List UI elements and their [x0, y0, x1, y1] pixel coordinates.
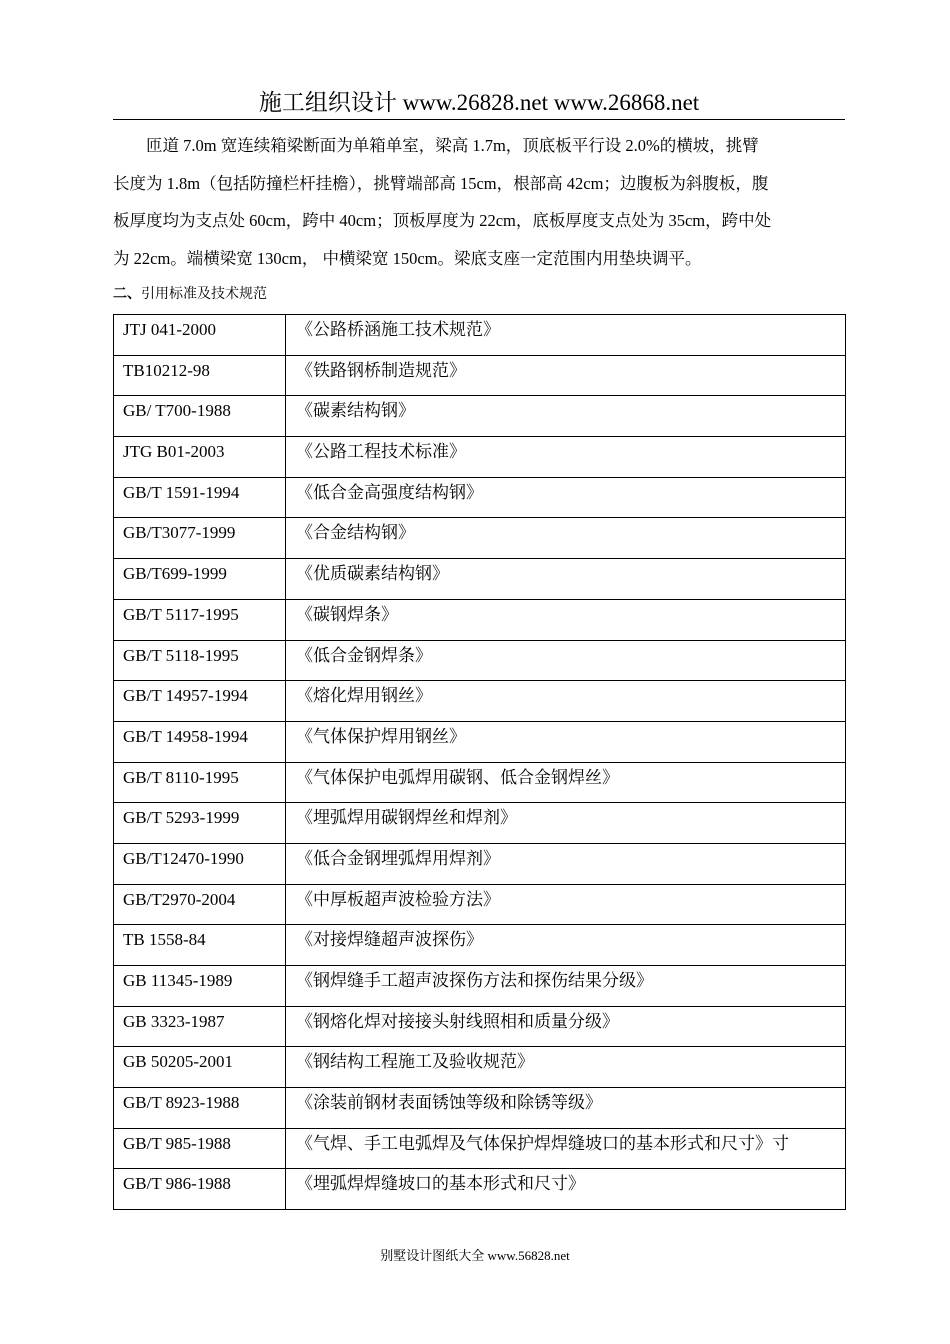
standard-code: GB/T 5118-1995: [114, 640, 286, 681]
table-row: [114, 1006, 846, 1047]
standard-title: 《对接焊缝超声波探伤》: [286, 925, 846, 966]
standard-title: 《优质碳素结构钢》: [286, 559, 846, 600]
table-row: [114, 1128, 846, 1169]
page-footer: 别墅设计图纸大全 www.56828.net: [380, 1248, 570, 1263]
standard-title: 《碳素结构钢》: [286, 396, 846, 437]
standard-title: 《钢熔化焊对接接头射线照相和质量分级》: [286, 1006, 846, 1047]
table-row: [114, 315, 846, 356]
standard-title: 《埋弧焊用碳钢焊丝和焊剂》: [286, 803, 846, 844]
standard-code: GB/T 5117-1995: [114, 599, 286, 640]
table-row: [114, 803, 846, 844]
standard-title: 《低合金钢埋弧焊用焊剂》: [286, 843, 846, 884]
table-row: [114, 925, 846, 966]
table-row: [114, 477, 846, 518]
section-title: 引用标准及技术规范: [141, 286, 267, 302]
table-row: [114, 843, 846, 884]
section-number: 二、: [113, 286, 141, 302]
table-row: [114, 721, 846, 762]
table-row: [114, 396, 846, 437]
table-row: [114, 1088, 846, 1129]
table-row: [114, 1169, 846, 1210]
standard-title: 《中厚板超声波检验方法》: [286, 884, 846, 925]
intro-line-3: 板厚度均为支点处 60cm，跨中 40cm；顶板厚度为 22cm，底板厚度支点处为 35cm，跨中处: [113, 211, 772, 230]
standard-code: GB 50205-2001: [114, 1047, 286, 1088]
standard-code: GB 3323-1987: [114, 1006, 286, 1047]
standard-title: 《埋弧焊焊缝坡口的基本形式和尺寸》: [286, 1169, 846, 1210]
table-row: [114, 966, 846, 1007]
standard-title: 《合金结构钢》: [286, 518, 846, 559]
standard-title: 《气体保护电弧焊用碳钢、低合金钢焊丝》: [286, 762, 846, 803]
standard-code: TB10212-98: [114, 355, 286, 396]
section-heading: [113, 283, 267, 305]
intro-line-4: 为 22cm。端横梁宽 130cm， 中横梁宽 150cm。梁底支座一定范围内用垫块调平。: [113, 248, 702, 268]
standards-table-body: [114, 315, 846, 1210]
standard-title: 《铁路钢桥制造规范》: [286, 355, 846, 396]
intro-line-1: 匝道 7.0m 宽连续箱梁断面为单箱单室，梁高 1.7m，顶底板平行设 2.0%的横坡，挑臂: [146, 136, 759, 155]
standard-code: GB/T2970-2004: [114, 884, 286, 925]
standard-code: JTJ 041-2000: [114, 315, 286, 356]
standard-title: 《公路工程技术标准》: [286, 437, 846, 478]
standard-title: 《碳钢焊条》: [286, 599, 846, 640]
table-row: [114, 518, 846, 559]
standard-code: GB/T 8923-1988: [114, 1088, 286, 1129]
standard-title: 《气体保护焊用钢丝》: [286, 721, 846, 762]
table-row: [114, 884, 846, 925]
standard-code: TB 1558-84: [114, 925, 286, 966]
standard-title: 《熔化焊用钢丝》: [286, 681, 846, 722]
standard-title: 《钢结构工程施工及验收规范》: [286, 1047, 846, 1088]
standard-title: 《钢焊缝手工超声波探伤方法和探伤结果分级》: [286, 966, 846, 1007]
page-header-title: 施工组织设计 www.26828.net www.26868.net: [258, 90, 700, 115]
table-row: [114, 599, 846, 640]
standard-code: GB/ T700-1988: [114, 396, 286, 437]
standard-code: GB/T 5293-1999: [114, 803, 286, 844]
standard-title: 《低合金高强度结构钢》: [286, 477, 846, 518]
intro-paragraph: [113, 127, 845, 277]
standard-code: GB/T 14957-1994: [114, 681, 286, 722]
table-row: [114, 640, 846, 681]
standard-code: JTG B01-2003: [114, 437, 286, 478]
table-row: [114, 681, 846, 722]
standard-title: 《涂装前钢材表面锈蚀等级和除锈等级》: [286, 1088, 846, 1129]
standard-title: 《公路桥涵施工技术规范》: [286, 315, 846, 356]
table-row: [114, 762, 846, 803]
standard-code: GB/T 8110-1995: [114, 762, 286, 803]
standard-code: GB/T699-1999: [114, 559, 286, 600]
standard-code: GB 11345-1989: [114, 966, 286, 1007]
table-row: [114, 437, 846, 478]
standard-code: GB/T 14958-1994: [114, 721, 286, 762]
standard-code: GB/T 985-1988: [114, 1128, 286, 1169]
standard-code: GB/T12470-1990: [114, 843, 286, 884]
table-row: [114, 559, 846, 600]
standards-table: [113, 314, 846, 1210]
standard-code: GB/T 1591-1994: [114, 477, 286, 518]
table-row: [114, 1047, 846, 1088]
standard-title: 《气焊、手工电弧焊及气体保护焊焊缝坡口的基本形式和尺寸》寸: [286, 1128, 846, 1169]
header-divider: [113, 119, 845, 120]
standard-title: 《低合金钢焊条》: [286, 640, 846, 681]
intro-line-2: 长度为 1.8m（包括防撞栏杆挂檐），挑臂端部高 15cm，根部高 42cm；边腹板为斜腹板，腹: [113, 173, 769, 193]
standard-code: GB/T 986-1988: [114, 1169, 286, 1210]
table-row: [114, 355, 846, 396]
standard-code: GB/T3077-1999: [114, 518, 286, 559]
